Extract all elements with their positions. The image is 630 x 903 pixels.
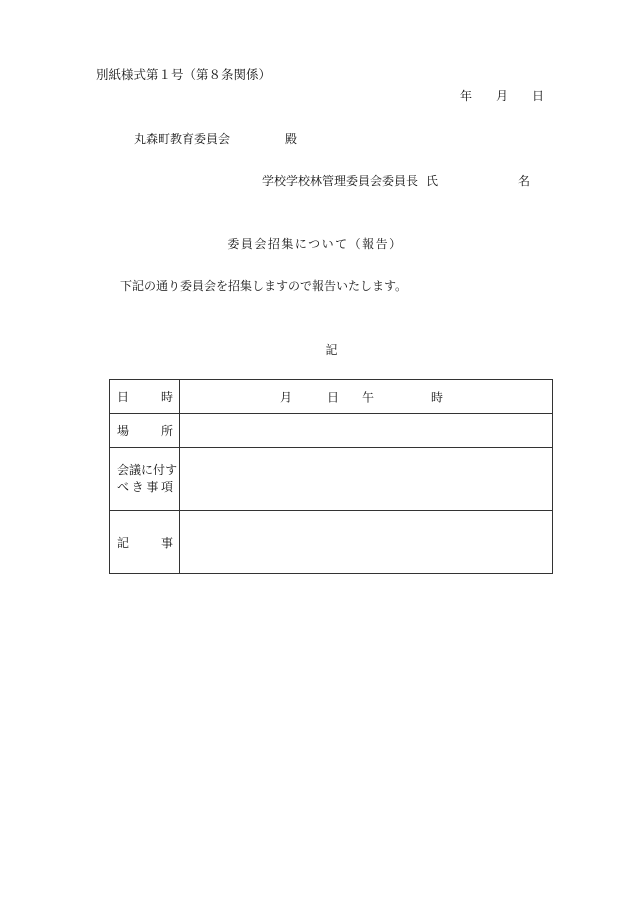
datetime-month-label: 月	[280, 390, 293, 404]
datetime-label-char: 日	[117, 390, 130, 404]
table-row-agenda	[110, 448, 553, 511]
form-label: 別紙様式第１号（第８条関係）	[96, 67, 272, 82]
agenda-value-cell[interactable]	[180, 448, 553, 511]
agenda-label-char: に	[141, 463, 154, 477]
recipient-name: 丸森町教育委員会	[134, 132, 231, 146]
datetime-value-cell[interactable]	[180, 380, 553, 414]
agenda-label-char: す	[165, 463, 178, 477]
table-row-datetime	[110, 380, 553, 414]
document-title: 委員会招集について（報告）	[227, 237, 403, 251]
place-value-cell[interactable]	[180, 414, 553, 448]
recipient-honorific: 殿	[285, 132, 298, 146]
place-label-char: 場	[117, 424, 130, 438]
sender-shi-label: 氏	[426, 174, 439, 188]
agenda-label-char: 付	[153, 463, 166, 477]
agenda-label-char: き	[131, 480, 144, 494]
notes-label-char: 事	[160, 535, 173, 550]
date-month-label: 月	[496, 89, 509, 103]
date-day-label: 日	[532, 89, 545, 103]
agenda-label-char: 会	[117, 463, 130, 477]
datetime-label-cell	[110, 380, 180, 414]
notes-label-char: 記	[117, 535, 130, 550]
agenda-label-char: 項	[160, 480, 173, 494]
datetime-gozen-label: 午	[362, 390, 375, 404]
agenda-label-char: 事	[146, 480, 159, 494]
agenda-label-line1	[117, 462, 178, 479]
agenda-label-char: べ	[117, 480, 130, 494]
sender-title: 学校学校林管理委員会委員長	[262, 174, 419, 188]
meeting-table	[109, 379, 553, 574]
agenda-label-char: 議	[129, 463, 142, 477]
agenda-label-line2	[117, 479, 173, 496]
table-row-place	[110, 414, 553, 448]
agenda-label-cell	[110, 448, 180, 511]
datetime-label-char: 時	[160, 390, 173, 404]
notes-value-cell[interactable]	[180, 511, 553, 574]
sender-mei-label: 名	[518, 174, 531, 188]
datetime-day-label: 日	[327, 390, 340, 404]
datetime-hour-label: 時	[431, 390, 444, 404]
place-label-cell	[110, 414, 180, 448]
body-text: 下記の通り委員会を招集しますので報告いたします。	[120, 279, 408, 293]
notes-label-cell	[110, 511, 180, 574]
ki-heading: 記	[325, 343, 338, 357]
date-year-label: 年	[460, 89, 473, 103]
place-label-char: 所	[160, 424, 173, 438]
table-row-notes	[110, 511, 553, 574]
